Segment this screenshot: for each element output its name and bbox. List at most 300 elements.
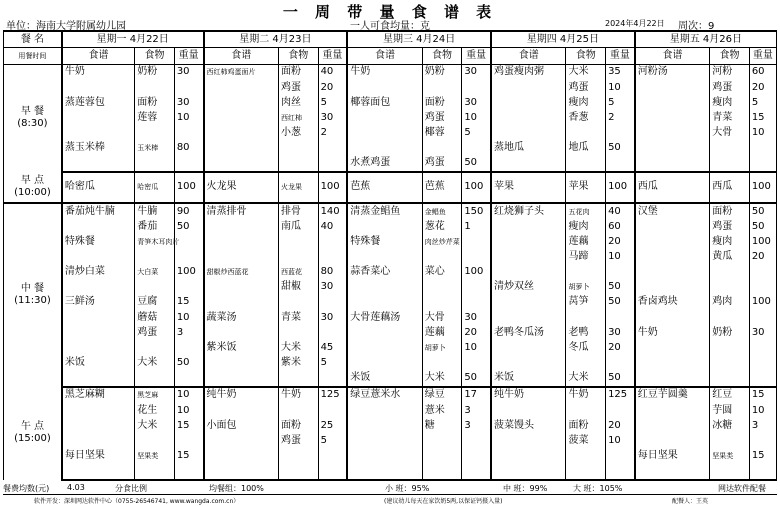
- cell-weight: 60: [749, 64, 776, 80]
- cell-food: [710, 155, 750, 171]
- cell-weight: 100: [174, 172, 203, 203]
- cell-weight: [462, 235, 491, 250]
- cell-dish: [491, 433, 566, 448]
- cell-weight: [318, 463, 347, 480]
- cell-dish: [204, 403, 279, 418]
- cell-weight: [606, 463, 635, 480]
- cell-dish: [635, 235, 710, 250]
- cell-food: 瘦肉: [566, 220, 606, 235]
- cell-weight: 125: [318, 387, 347, 403]
- cell-dish: [491, 110, 566, 125]
- bottom-bar: [0, 496, 780, 506]
- footer-ratio: 分食比例: [115, 484, 147, 493]
- cell-weight: [462, 280, 491, 295]
- cell-food: 葱花: [422, 220, 462, 235]
- cell-food: [710, 463, 750, 480]
- cell-food: 苹果: [566, 172, 606, 203]
- cell-food: 哈密瓜: [135, 172, 175, 203]
- day-header-4: 星期四 4月25日: [491, 31, 635, 48]
- cell-dish: [204, 140, 279, 155]
- cell-weight: 15: [174, 295, 203, 310]
- meal-name: 中 餐: [20, 283, 44, 295]
- cell-dish: [204, 295, 279, 310]
- cell-dish: [204, 355, 279, 370]
- cell-dish: 蒜香菜心: [347, 265, 422, 280]
- cell-weight: 30: [318, 280, 347, 295]
- day-header-5: 星期五 4月26日: [635, 31, 777, 48]
- meal-name: 早 点: [20, 174, 44, 186]
- cell-weight: 10: [606, 433, 635, 448]
- week-label: 周次：9: [678, 21, 715, 32]
- cell-food: 鸡蛋: [710, 220, 750, 235]
- cell-weight: [318, 155, 347, 171]
- cell-weight: 5: [318, 95, 347, 110]
- cell-dish: 牛奶: [62, 64, 135, 80]
- cell-weight: [606, 155, 635, 171]
- cell-food: 面粉: [135, 95, 175, 110]
- cell-weight: 50: [749, 203, 776, 219]
- cell-dish: [491, 125, 566, 140]
- cell-weight: 90: [174, 203, 203, 219]
- cell-weight: 80: [318, 265, 347, 280]
- cell-dish: 米饭: [62, 355, 135, 370]
- meal-name: 早 餐: [20, 106, 44, 118]
- cell-food: 老鸭: [566, 325, 606, 340]
- cell-dish: 哈密瓜: [62, 172, 135, 203]
- cell-weight: [318, 403, 347, 418]
- cell-dish: [635, 418, 710, 433]
- day-header-3: 星期三 4月24日: [347, 31, 491, 48]
- cell-dish: [347, 448, 422, 463]
- cell-food: 五花肉: [566, 203, 606, 219]
- cell-weight: 10: [174, 110, 203, 125]
- cell-dish: [635, 370, 710, 386]
- cell-weight: 100: [749, 235, 776, 250]
- cell-weight: 5: [318, 355, 347, 370]
- cell-food: 马蹄: [566, 250, 606, 265]
- cell-food: 甜椒: [278, 280, 318, 295]
- cell-dish: 菠菜馒头: [491, 418, 566, 433]
- cell-weight: 30: [318, 110, 347, 125]
- cell-weight: 30: [462, 64, 491, 80]
- cell-dish: [204, 80, 279, 95]
- cell-weight: [606, 448, 635, 463]
- cell-weight: [174, 433, 203, 448]
- cell-food: 椰蓉: [422, 125, 462, 140]
- cell-food: 鸡肉: [710, 295, 750, 310]
- cell-weight: 100: [462, 172, 491, 203]
- cell-dish: [62, 370, 135, 386]
- cell-weight: 20: [749, 80, 776, 95]
- cell-weight: 2: [318, 125, 347, 140]
- cell-dish: 红烧狮子头: [491, 203, 566, 219]
- footer-avg-price-value: 4.03: [67, 483, 85, 492]
- cell-dish: 红豆芋圆羹: [635, 387, 710, 403]
- cell-weight: 50: [174, 355, 203, 370]
- column-label-dish: 食谱: [347, 48, 422, 64]
- cell-dish: [635, 80, 710, 95]
- cell-food: 芭蕉: [422, 172, 462, 203]
- cell-dish: 番茄炖牛腩: [62, 203, 135, 219]
- cell-dish: [204, 433, 279, 448]
- cell-food: 小葱: [278, 125, 318, 140]
- cell-food: 面粉: [710, 203, 750, 219]
- cell-weight: 20: [749, 250, 776, 265]
- cell-dish: [635, 110, 710, 125]
- cell-dish: 牛奶: [635, 325, 710, 340]
- cell-food: 花生: [135, 403, 175, 418]
- column-label-weight: 重量: [749, 48, 776, 64]
- cell-dish: [204, 448, 279, 463]
- cell-dish: [62, 325, 135, 340]
- cell-weight: 1: [462, 220, 491, 235]
- meal-time: (10:00): [14, 186, 51, 198]
- cell-dish: [635, 265, 710, 280]
- cell-food: 大骨: [422, 310, 462, 325]
- cell-weight: 5: [749, 95, 776, 110]
- cell-food: 莲藕: [422, 325, 462, 340]
- meal-label: [4, 387, 62, 480]
- cell-weight: 100: [318, 172, 347, 203]
- cell-weight: 100: [749, 295, 776, 310]
- cell-food: 蘑菇: [135, 310, 175, 325]
- cell-food: 青笋木耳肉片: [135, 235, 175, 250]
- cell-food: [710, 355, 750, 370]
- cell-weight: [749, 433, 776, 448]
- cell-weight: 30: [462, 310, 491, 325]
- cell-food: 鸡蛋: [278, 433, 318, 448]
- cell-food: [710, 433, 750, 448]
- cell-weight: 10: [174, 403, 203, 418]
- cell-dish: 纯牛奶: [491, 387, 566, 403]
- cell-dish: [491, 265, 566, 280]
- cell-weight: 15: [749, 110, 776, 125]
- cell-weight: [462, 433, 491, 448]
- cell-dish: 特殊餐: [62, 235, 135, 250]
- cell-food: 紫米: [278, 355, 318, 370]
- cell-weight: 35: [606, 64, 635, 80]
- cell-weight: 20: [606, 340, 635, 355]
- cell-food: 坚果类: [710, 448, 750, 463]
- cell-food: [566, 310, 606, 325]
- cell-weight: 50: [606, 280, 635, 295]
- cell-food: 西红柿: [278, 110, 318, 125]
- cell-dish: [491, 95, 566, 110]
- cell-weight: 150: [462, 203, 491, 219]
- cell-food: [422, 448, 462, 463]
- cell-dish: 蒸地瓜: [491, 140, 566, 155]
- cell-food: [278, 463, 318, 480]
- cell-dish: 香卤鸡块: [635, 295, 710, 310]
- column-label-dish: 食谱: [62, 48, 135, 64]
- cell-weight: [749, 340, 776, 355]
- cell-food: [278, 403, 318, 418]
- cell-weight: [318, 235, 347, 250]
- cell-weight: 3: [462, 403, 491, 418]
- cell-food: [710, 140, 750, 155]
- cell-weight: [174, 340, 203, 355]
- cell-dish: [347, 340, 422, 355]
- cell-weight: 40: [606, 203, 635, 219]
- cell-food: 大米: [422, 370, 462, 386]
- cell-food: 玉米棒: [135, 140, 175, 155]
- cell-weight: 50: [606, 370, 635, 386]
- cell-weight: 40: [318, 220, 347, 235]
- cell-dish: [635, 220, 710, 235]
- cell-food: 奶粉: [710, 325, 750, 340]
- cell-weight: [606, 355, 635, 370]
- cell-dish: [204, 280, 279, 295]
- column-label-dish: 食谱: [204, 48, 279, 64]
- cell-weight: [318, 448, 347, 463]
- footer-large: 大 班：105%: [573, 484, 623, 493]
- cell-food: 面粉: [566, 418, 606, 433]
- cell-dish: 牛奶: [347, 64, 422, 80]
- cell-weight: 20: [606, 235, 635, 250]
- cell-food: [566, 355, 606, 370]
- cell-weight: 20: [318, 80, 347, 95]
- cell-food: 大骨: [710, 125, 750, 140]
- cell-dish: [635, 280, 710, 295]
- cell-food: [710, 280, 750, 295]
- cell-dish: 小面包: [204, 418, 279, 433]
- cell-weight: [174, 250, 203, 265]
- cell-food: [278, 370, 318, 386]
- cell-dish: 特殊餐: [347, 235, 422, 250]
- cell-dish: 苹果: [491, 172, 566, 203]
- column-label-food: 食物: [566, 48, 606, 64]
- cell-dish: [347, 110, 422, 125]
- cell-weight: [318, 250, 347, 265]
- cell-dish: 鸡蛋瘦肉粥: [491, 64, 566, 80]
- cell-dish: 河粉汤: [635, 64, 710, 80]
- cell-food: [710, 340, 750, 355]
- cell-dish: [62, 250, 135, 265]
- cell-food: 番茄: [135, 220, 175, 235]
- cell-food: 青菜: [278, 310, 318, 325]
- cell-food: [566, 125, 606, 140]
- cell-food: 莲蓉: [135, 110, 175, 125]
- cell-weight: [749, 280, 776, 295]
- cell-food: 大米: [566, 64, 606, 80]
- cell-food: 薏米: [422, 403, 462, 418]
- meal-time: (8:30): [17, 118, 48, 130]
- column-label-food: 食物: [710, 48, 750, 64]
- cell-food: [422, 295, 462, 310]
- cell-weight: 10: [174, 310, 203, 325]
- cell-food: 大米: [135, 355, 175, 370]
- cell-food: [422, 80, 462, 95]
- cell-dish: [635, 140, 710, 155]
- cell-weight: 3: [174, 325, 203, 340]
- cell-dish: [62, 463, 135, 480]
- cell-dish: [491, 80, 566, 95]
- footer-avg-price: 餐费均数(元): [3, 484, 50, 493]
- cell-food: 西蓝花: [278, 265, 318, 280]
- cell-dish: [347, 433, 422, 448]
- cell-weight: 15: [749, 387, 776, 403]
- cell-food: 牛腩: [135, 203, 175, 219]
- column-label-food: 食物: [135, 48, 175, 64]
- cell-food: 河粉: [710, 64, 750, 80]
- cell-dish: [491, 155, 566, 171]
- meal-label: [4, 203, 62, 386]
- cell-food: [278, 325, 318, 340]
- cell-food: 豆腐: [135, 295, 175, 310]
- day-header-1: 星期一 4月22日: [62, 31, 204, 48]
- footer-middle: 中 班：99%: [503, 484, 548, 493]
- cell-food: [278, 448, 318, 463]
- cell-food: [422, 140, 462, 155]
- cell-weight: 50: [749, 220, 776, 235]
- cell-dish: 西红柿鸡蛋面片: [204, 64, 279, 80]
- cell-weight: 3: [749, 418, 776, 433]
- cell-dish: 水煮鸡蛋: [347, 155, 422, 171]
- cell-dish: [204, 155, 279, 171]
- cell-weight: [174, 370, 203, 386]
- cell-weight: 50: [462, 370, 491, 386]
- cell-food: 大米: [135, 418, 175, 433]
- cell-weight: [749, 310, 776, 325]
- menu-table: [3, 30, 777, 481]
- cell-weight: 125: [606, 387, 635, 403]
- column-label-food: 食物: [422, 48, 462, 64]
- cell-food: 莲藕: [566, 235, 606, 250]
- cell-weight: [462, 355, 491, 370]
- cell-food: 瘦肉: [710, 95, 750, 110]
- cell-weight: [606, 265, 635, 280]
- cell-food: [135, 280, 175, 295]
- cell-food: 金鲳鱼: [422, 203, 462, 219]
- cell-food: 鸡蛋: [422, 155, 462, 171]
- cell-food: 大米: [566, 370, 606, 386]
- cell-dish: 老鸭冬瓜汤: [491, 325, 566, 340]
- cell-dish: [491, 250, 566, 265]
- cell-weight: 5: [606, 95, 635, 110]
- cell-weight: [749, 370, 776, 386]
- cell-food: [135, 80, 175, 95]
- cell-weight: [462, 250, 491, 265]
- cell-dish: [62, 403, 135, 418]
- cell-weight: 30: [462, 95, 491, 110]
- cell-weight: 15: [174, 418, 203, 433]
- cell-food: [278, 140, 318, 155]
- cell-food: [422, 463, 462, 480]
- cell-dish: [635, 310, 710, 325]
- day-header-2: 星期二 4月23日: [204, 31, 348, 48]
- cell-food: 鸡蛋: [710, 80, 750, 95]
- cell-dish: [204, 95, 279, 110]
- cell-weight: 50: [174, 220, 203, 235]
- cell-food: [422, 280, 462, 295]
- cell-weight: [749, 155, 776, 171]
- cell-food: 南瓜: [278, 220, 318, 235]
- cell-food: [566, 448, 606, 463]
- cell-weight: 10: [749, 403, 776, 418]
- cell-dish: [62, 310, 135, 325]
- cell-weight: [749, 140, 776, 155]
- cell-dish: [204, 463, 279, 480]
- cell-dish: [62, 280, 135, 295]
- cell-dish: 甜椒炒西蓝花: [204, 265, 279, 280]
- cell-dish: [62, 110, 135, 125]
- cell-dish: [62, 125, 135, 140]
- cell-food: 黑芝麻: [135, 387, 175, 403]
- cell-weight: 10: [606, 80, 635, 95]
- cell-food: [278, 250, 318, 265]
- bottom-maker: 配餐人：王英: [672, 498, 709, 505]
- cell-dish: 芭蕉: [347, 172, 422, 203]
- cell-food: 莴笋: [566, 295, 606, 310]
- cell-weight: 100: [606, 172, 635, 203]
- footer-software: 网达软件配餐: [718, 484, 766, 493]
- cell-dish: [347, 463, 422, 480]
- cell-weight: 140: [318, 203, 347, 219]
- cell-dish: [635, 95, 710, 110]
- cell-dish: [491, 463, 566, 480]
- cell-weight: 10: [606, 250, 635, 265]
- cell-weight: 10: [462, 340, 491, 355]
- cell-food: 大米: [278, 340, 318, 355]
- cell-weight: 30: [749, 325, 776, 340]
- cell-dish: [635, 403, 710, 418]
- cell-food: 鸡蛋: [566, 80, 606, 95]
- cell-dish: [635, 463, 710, 480]
- cell-dish: [347, 325, 422, 340]
- cell-food: [135, 433, 175, 448]
- cell-weight: [174, 80, 203, 95]
- cell-weight: [462, 295, 491, 310]
- cell-dish: [62, 155, 135, 171]
- cell-dish: [491, 220, 566, 235]
- cell-food: [422, 355, 462, 370]
- cell-weight: [318, 325, 347, 340]
- cell-dish: [635, 155, 710, 171]
- cell-dish: 每日坚果: [635, 448, 710, 463]
- cell-dish: [491, 310, 566, 325]
- cell-food: 菠菜: [566, 433, 606, 448]
- cell-weight: 80: [174, 140, 203, 155]
- cell-food: 鸡蛋: [278, 80, 318, 95]
- cell-dish: [204, 125, 279, 140]
- cell-weight: 20: [606, 418, 635, 433]
- cell-dish: [204, 250, 279, 265]
- cell-dish: [635, 340, 710, 355]
- unit-label: 单位：海南大学附属幼儿园: [6, 21, 126, 32]
- cell-food: 鸡蛋: [422, 110, 462, 125]
- meal-time: (11:30): [14, 295, 51, 307]
- cell-dish: 大骨莲藕汤: [347, 310, 422, 325]
- cell-food: 绿豆: [422, 387, 462, 403]
- cell-weight: [606, 403, 635, 418]
- cell-food: 芋圆: [710, 403, 750, 418]
- cell-food: [135, 340, 175, 355]
- cell-dish: [347, 80, 422, 95]
- cell-dish: [347, 280, 422, 295]
- cell-food: 瘦肉: [566, 95, 606, 110]
- meal-time: (15:00): [14, 433, 51, 445]
- cell-food: [566, 403, 606, 418]
- cell-food: 牛奶: [278, 387, 318, 403]
- cell-dish: [491, 235, 566, 250]
- cell-weight: [462, 80, 491, 95]
- cell-weight: 30: [318, 310, 347, 325]
- cell-dish: [204, 370, 279, 386]
- cell-food: 牛奶: [566, 387, 606, 403]
- footer-equal: 均餐组：100%: [209, 484, 264, 493]
- cell-food: [566, 265, 606, 280]
- cell-food: 胡萝卜: [566, 280, 606, 295]
